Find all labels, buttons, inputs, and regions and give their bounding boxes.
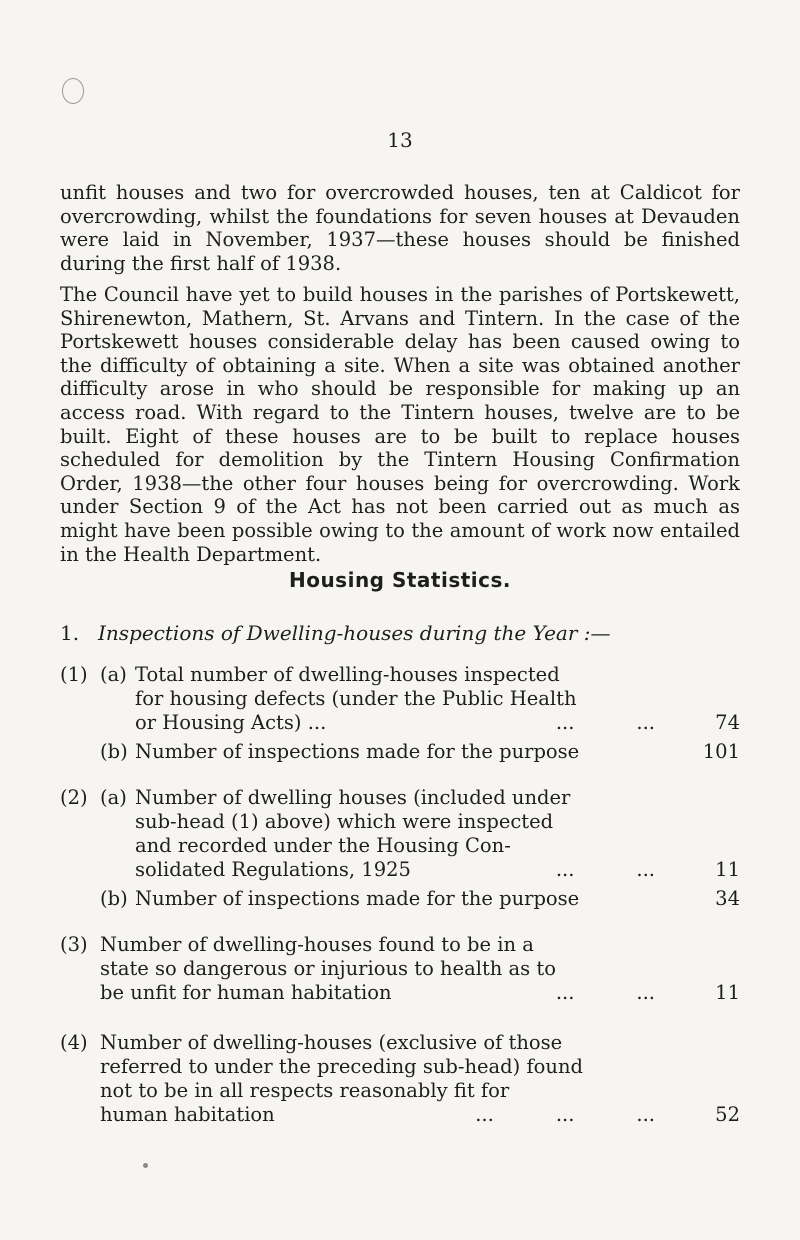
item-line: not to be in all respects reasonably fit for bbox=[100, 1079, 510, 1102]
item-line: Total number of dwelling-houses inspected bbox=[135, 663, 560, 686]
item-line: sub-head (1) above) which were inspected bbox=[135, 810, 554, 833]
section-title-text: Inspections of Dwelling-houses during the Year :— bbox=[98, 621, 611, 645]
item-number: (4) bbox=[60, 1031, 88, 1054]
item-value: 11 bbox=[715, 981, 740, 1004]
item-number: (3) bbox=[60, 933, 88, 956]
item-sub-label: (a) bbox=[100, 663, 127, 686]
item-sub-label: (b) bbox=[100, 887, 128, 910]
item-line: Number of inspections made for the purpose bbox=[135, 740, 580, 763]
item-line: Number of dwelling-houses found to be in a bbox=[100, 933, 534, 956]
speck-mark bbox=[143, 1163, 148, 1168]
item-line: state so dangerous or injurious to health as to bbox=[100, 957, 556, 980]
item-line: for housing defects (under the Public Health bbox=[135, 687, 577, 710]
leader-dots: ... ... ... bbox=[475, 1103, 655, 1126]
item-sub-label: (b) bbox=[100, 740, 128, 763]
item-line: solidated Regulations, 1925 bbox=[135, 858, 411, 881]
item-value: 11 bbox=[715, 858, 740, 881]
leader-dots: ... ... bbox=[555, 711, 655, 734]
page-number: 13 bbox=[387, 128, 413, 152]
section-heading: Housing Statistics. bbox=[288, 568, 512, 592]
item-line: human habitation bbox=[100, 1103, 275, 1126]
item-line: referred to under the preceding sub-head) found bbox=[100, 1055, 584, 1078]
item-line: Number of dwelling houses (included under bbox=[135, 786, 571, 809]
item-sub-label: (a) bbox=[100, 786, 127, 809]
item-line: or Housing Acts) ... bbox=[135, 711, 327, 734]
item-value: 52 bbox=[715, 1103, 740, 1126]
leader-dots: ... ... bbox=[555, 858, 655, 881]
item-value: 74 bbox=[715, 711, 740, 734]
paragraph-1: unfit houses and two for overcrowded houses, ten at Caldicot for overcrowding, whilst the foundations for seven houses at Devauden were laid in November, 1937—these houses should be finished during the first half of 1938. bbox=[60, 181, 740, 275]
item-number: (2) bbox=[60, 786, 88, 809]
item-value: 34 bbox=[715, 887, 740, 910]
leader-dots: ... ... bbox=[555, 981, 655, 1004]
item-line: Number of inspections made for the purpose bbox=[135, 887, 580, 910]
punch-hole-mark bbox=[62, 78, 84, 104]
paragraph-2: The Council have yet to build houses in the parishes of Portskewett, Shirenewton, Mathern, St. Arvans and Tintern. In the case of the Portskewett houses considerable delay has been caused owing to the difficulty of obtaining a site. When a site was obtained another difficulty arose in who should be responsible for making up an access road. With regard to the Tintern houses, twelve are to be built. Eight of these houses are to be built to replace houses scheduled for demolition by the Tintern Housing Confirmation Order, 1938—the other four houses being for overcrowding. Work under Section 9 of the Act has not been carried out as much as might have been possible owing to the amount of work now entailed in the Health Department. bbox=[60, 283, 740, 566]
item-number: (1) bbox=[60, 663, 88, 686]
item-line: Number of dwelling-houses (exclusive of those bbox=[100, 1031, 563, 1054]
section-title bbox=[60, 621, 610, 645]
section-number: 1. bbox=[60, 621, 80, 645]
item-line: be unfit for human habitation bbox=[100, 981, 392, 1004]
item-value: 101 bbox=[702, 740, 740, 763]
item-line: and recorded under the Housing Con- bbox=[135, 834, 511, 857]
